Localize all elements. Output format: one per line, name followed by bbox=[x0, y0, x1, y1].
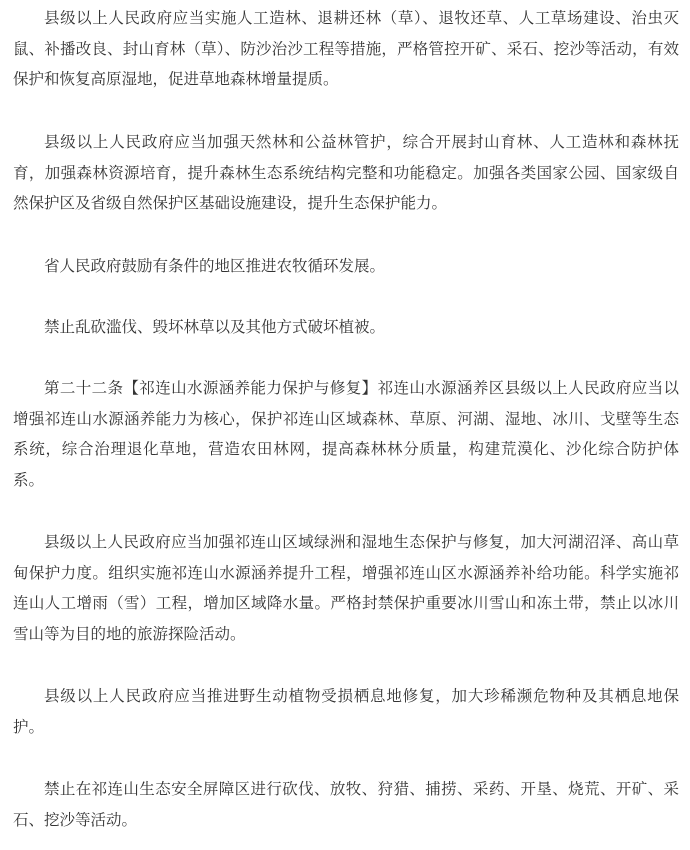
paragraph: 县级以上人民政府应当推进野生动植物受损栖息地修复，加大珍稀濒危物种及其栖息地保护。 bbox=[13, 687, 679, 736]
paragraph: 县级以上人民政府应当加强天然林和公益林管护，综合开展封山育林、人工造林和森林抚育，加强森林资源培育，提升森林生态系统结构完整和功能稳定。加强各类国家公园、国家级自然保护区及省级自然保护区基础设施建设，提升生态保护能力。 bbox=[13, 133, 679, 212]
article-paragraph: 第二十二条【祁连山水源涵养能力保护与修复】祁连山水源涵养区县级以上人民政府应当以增强祁连山水源涵养能力为核心，保护祁连山区域森林、草原、河湖、湿地、冰川、戈壁等生态系统，综合治理退化草地，营造农田林网，提高森林林分质量，构建荒漠化、沙化综合防护体系。 bbox=[13, 379, 679, 489]
paragraph: 县级以上人民政府应当实施人工造林、退耕还林（草）、退牧还草、人工草场建设、治虫灭鼠、补播改良、封山育林（草）、防沙治沙工程等措施，严格管控开矿、采石、挖沙等活动，有效保护和恢复高原湿地，促进草地森林增量提质。 bbox=[13, 9, 679, 88]
paragraph: 县级以上人民政府应当加强祁连山区域绿洲和湿地生态保护与修复，加大河湖沼泽、高山草甸保护力度。组织实施祁连山水源涵养提升工程，增强祁连山区水源涵养补给功能。科学实施祁连山人工增雨（雪）工程，增加区域降水量。严格封禁保护重要冰川雪山和冻土带，禁止以冰川雪山等为目的地的旅游探险活动。 bbox=[13, 533, 679, 643]
paragraph: 省人民政府鼓励有条件的地区推进农牧循环发展。 bbox=[44, 257, 386, 275]
paragraph: 禁止在祁连山生态安全屏障区进行砍伐、放牧、狩猎、捕捞、采药、开垦、烧荒、开矿、采石、挖沙等活动。 bbox=[13, 780, 679, 829]
paragraph: 禁止乱砍滥伐、毁坏林草以及其他方式破坏植被。 bbox=[44, 318, 386, 336]
